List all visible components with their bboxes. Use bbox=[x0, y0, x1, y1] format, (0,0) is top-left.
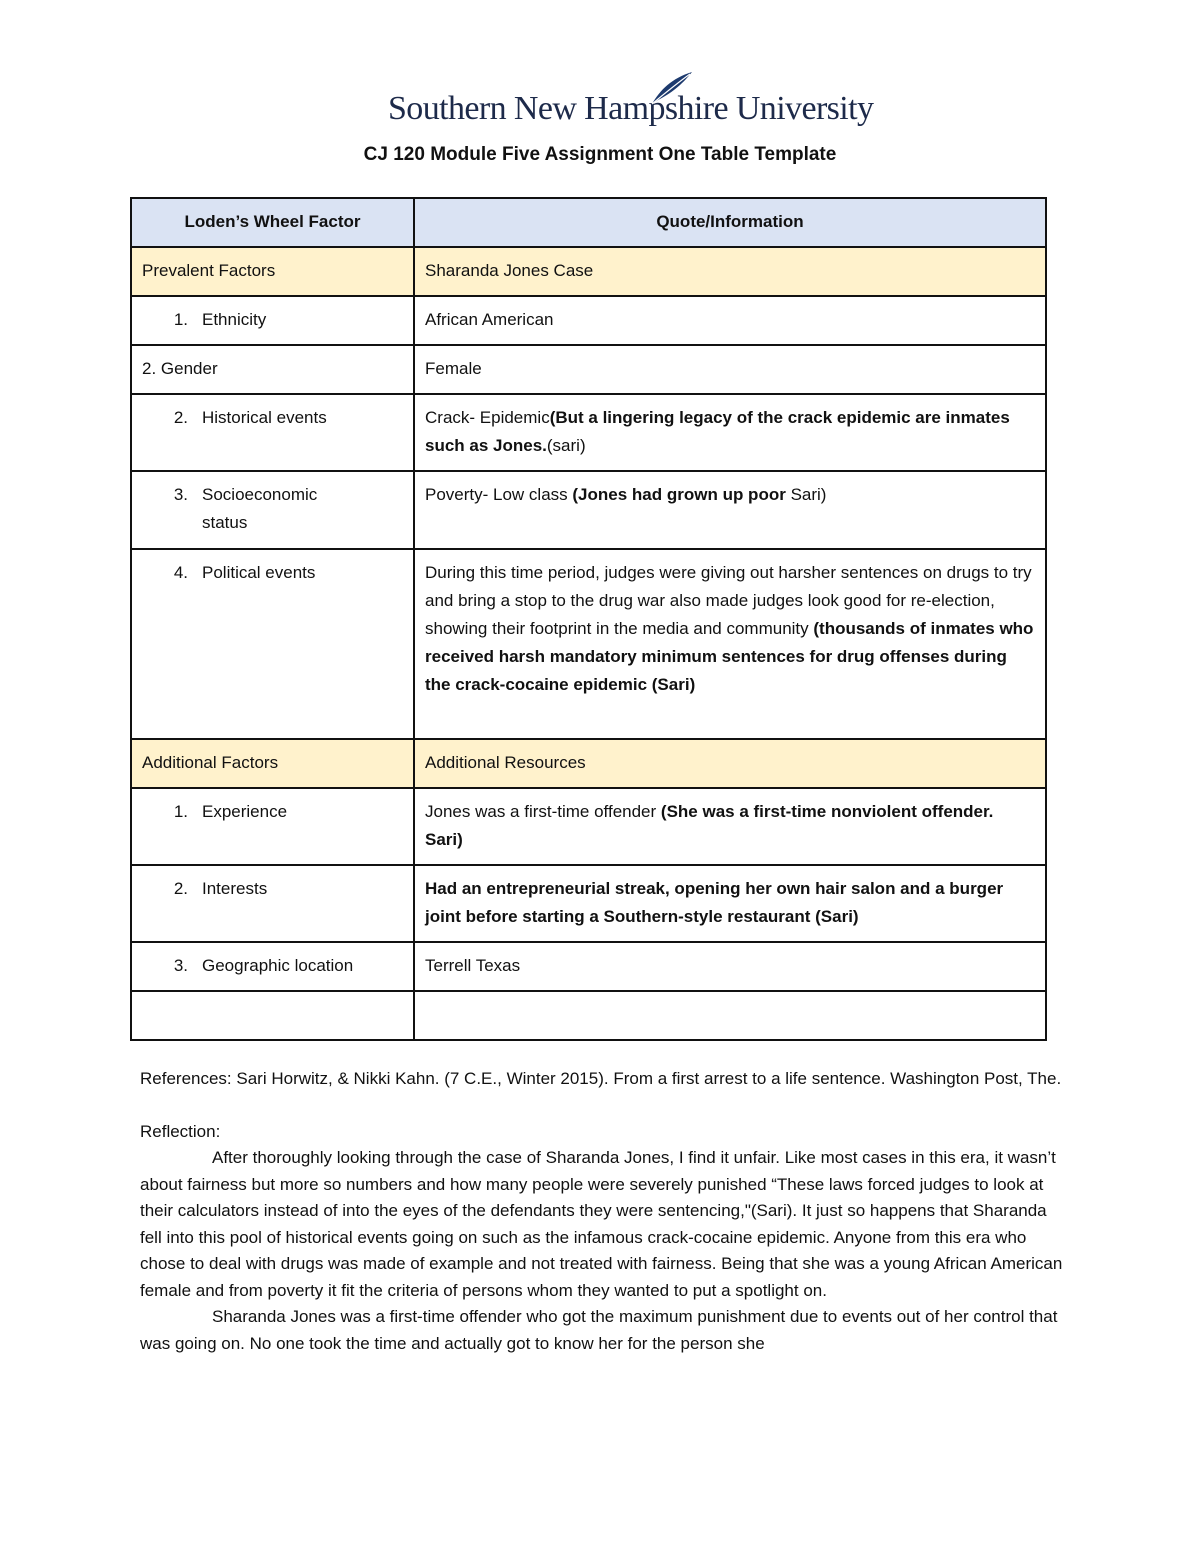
university-name: Southern New Hampshire University bbox=[388, 90, 874, 127]
factor-label: Geographic location bbox=[202, 956, 354, 975]
references: References: Sari Horwitz, & Nikki Kahn. (7 C.E., Winter 2015). From a first arrest to a life sentence. Washington Post, The. bbox=[140, 1069, 1062, 1088]
info-cell: Female bbox=[414, 345, 1046, 394]
info-text: During this time period, judges were giving out harsher sentences on drugs to try and bring a stop to the drug war also made judges look good for re-election, showing their footprint in the media and community bbox=[425, 563, 1032, 638]
header-info: Quote/Information bbox=[414, 198, 1046, 247]
factor-cell bbox=[131, 394, 414, 471]
list-number: 3. bbox=[173, 956, 188, 975]
info-quote: (But a lingering legacy of the crack epidemic are inmates such as Jones. bbox=[425, 408, 1010, 455]
table-row bbox=[131, 345, 1046, 394]
info-cell bbox=[414, 788, 1046, 865]
table-row bbox=[131, 296, 1046, 345]
info-cell: Additional Resources bbox=[414, 739, 1046, 788]
header-factor: Loden’s Wheel Factor bbox=[131, 198, 414, 247]
table-row bbox=[131, 739, 1046, 788]
info-citation: (sari) bbox=[546, 436, 586, 455]
info-quote: (Jones had grown up poor bbox=[572, 485, 786, 504]
factor-label: Socioeconomic status bbox=[202, 485, 318, 532]
info-cell: African American bbox=[414, 296, 1046, 345]
factor-cell bbox=[131, 991, 414, 1040]
info-text: Jones was a first-time offender bbox=[425, 802, 661, 821]
info-text: Poverty- Low class bbox=[425, 485, 573, 504]
factor-cell bbox=[131, 942, 414, 991]
quill-leaf-icon bbox=[646, 68, 696, 108]
factor-cell bbox=[131, 471, 414, 549]
list-number: 2. bbox=[173, 408, 188, 427]
table-header-row bbox=[131, 198, 1046, 247]
document-title: CJ 120 Module Five Assignment One Table Template bbox=[363, 144, 837, 165]
table-row-empty bbox=[131, 991, 1046, 1040]
lodens-wheel-table bbox=[130, 197, 1047, 1041]
factor-cell: Additional Factors bbox=[131, 739, 414, 788]
list-number: 1. bbox=[173, 802, 188, 821]
factor-label: Political events bbox=[202, 563, 316, 582]
info-text: Crack- Epidemic bbox=[425, 408, 550, 427]
table-row bbox=[131, 471, 1046, 549]
info-quote: (She was a first-time nonviolent offender. Sari) bbox=[425, 802, 994, 849]
factor-cell: 2. Gender bbox=[131, 345, 414, 394]
info-quote: Had an entrepreneurial streak, opening her own hair salon and a burger joint before starting a Southern-style restaurant (Sari) bbox=[425, 879, 1004, 926]
table-row bbox=[131, 549, 1046, 739]
info-cell: Sharanda Jones Case bbox=[414, 247, 1046, 296]
info-cell bbox=[414, 549, 1046, 739]
list-number: 3. bbox=[173, 485, 188, 504]
factor-label: Historical events bbox=[202, 408, 327, 427]
info-cell bbox=[414, 865, 1046, 942]
table-row bbox=[131, 942, 1046, 991]
table-row bbox=[131, 788, 1046, 865]
references-and-reflection bbox=[140, 1066, 1070, 1357]
factor-cell bbox=[131, 865, 414, 942]
factor-label: Interests bbox=[202, 879, 268, 898]
info-cell bbox=[414, 991, 1046, 1040]
factor-label: Ethnicity bbox=[202, 310, 267, 329]
university-logo bbox=[388, 70, 874, 138]
info-quote: (thousands of inmates who received harsh mandatory minimum sentences for drug offenses during the crack-cocaine epidemic (Sari) bbox=[425, 619, 1034, 694]
factor-label: Experience bbox=[202, 802, 288, 821]
list-number: 1. bbox=[173, 310, 188, 329]
factor-cell: Prevalent Factors bbox=[131, 247, 414, 296]
reflection-label: Reflection: bbox=[140, 1121, 221, 1141]
table-row bbox=[131, 394, 1046, 471]
list-number: 2. bbox=[173, 879, 188, 898]
table-row bbox=[131, 247, 1046, 296]
table-row bbox=[131, 865, 1046, 942]
factor-cell bbox=[131, 788, 414, 865]
factor-cell bbox=[131, 296, 414, 345]
reflection-paragraph: Sharanda Jones was a first-time offender who got the maximum punishment due to events out of her control that was going on. No one took the time and actually got to know her for the person she bbox=[140, 1307, 1058, 1353]
list-number: 4. bbox=[173, 563, 188, 582]
info-cell bbox=[414, 471, 1046, 549]
info-citation: Sari) bbox=[785, 485, 827, 504]
factor-cell bbox=[131, 549, 414, 739]
info-cell bbox=[414, 394, 1046, 471]
reflection-paragraph: After thoroughly looking through the case of Sharanda Jones, I find it unfair. Like most cases in this era, it wasn’t about fairness but more so numbers and how many people were severely punished “These laws forced judges to look at their calculators instead of into the eyes of the defendants they were sentencing,"(Sari). It just so happens that Sharanda fell into this pool of historical events going on such as the infamous crack-cocaine epidemic. Anyone from this era who chose to deal with drugs was made of example and not treated with fairness. Being that she was a young African American female and from poverty it fit the criteria of persons whom they wanted to put a spotlight on. bbox=[140, 1148, 1063, 1300]
info-cell: Terrell Texas bbox=[414, 942, 1046, 991]
